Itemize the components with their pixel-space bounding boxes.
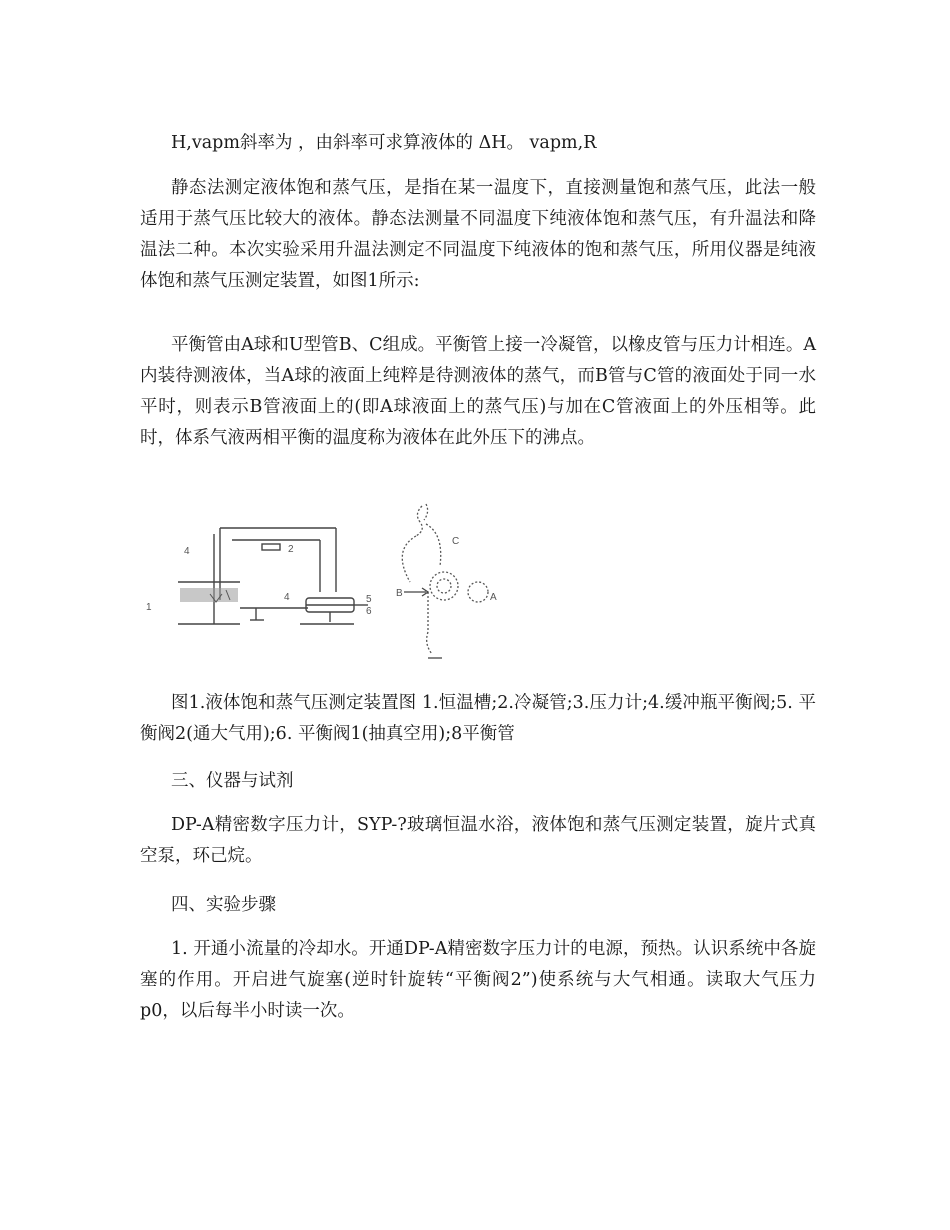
paragraph-formula-note: H,vapm斜率为 ，由斜率可求算液体的 ΔH。 vapm,R	[171, 133, 597, 153]
lower-stem	[427, 592, 432, 654]
label-a: A	[490, 592, 497, 603]
condenser-coil	[416, 506, 422, 536]
figure-caption: 图1.液体饱和蒸气压测定装置图 1.恒温槽;2.冷凝管;3.压力计;4.缓冲瓶平衡阀;5. 平衡阀2(通大气用);6. 平衡阀1(抽真空用);8平衡管	[140, 693, 816, 744]
label-b: B	[396, 588, 403, 599]
bulb-a-inner	[437, 579, 451, 593]
condenser-outer	[424, 504, 428, 520]
bath-liquid	[180, 588, 238, 602]
label-5: 5	[366, 594, 372, 605]
bulb-a-outer	[430, 572, 458, 600]
label-4-lower: 4	[284, 592, 290, 603]
bulb-small	[468, 582, 488, 602]
label-6: 6	[366, 606, 372, 617]
paragraph-static-method: 静态法测定液体饱和蒸气压，是指在某一温度下，直接测量饱和蒸气压，此法一般适用于蒸气压比较大的液体。静态法测量不同温度下纯液体饱和蒸气压，有升温法和降温法二种。本次实验采用升温法测定不同温度下纯液体的饱和蒸气压，所用仪器是纯液体饱和蒸气压测定装置，如图1所示:	[140, 178, 816, 291]
paragraph-equilibrium-tube: 平衡管由A球和U型管B、C组成。平衡管上接一冷凝管，以橡皮管与压力计相连。A内装待测液体，当A球的液面上纯粹是待测液体的蒸气，而B管与C管的液面处于同一水平时，则表示B管液面上的(即A球液面上的蒸气压)与加在C管液面上的外压相等。此时，体系气液两相平衡的温度称为液体在此外压下的沸点。	[140, 335, 816, 448]
label-2: 2	[288, 544, 294, 555]
label-4-upper: 4	[184, 546, 190, 557]
label-c: C	[452, 536, 460, 547]
section-heading-steps: 四、实验步骤	[171, 895, 276, 915]
apparatus-diagram	[140, 500, 510, 672]
section-heading-instruments: 三、仪器与试剂	[171, 771, 294, 791]
paragraph-instruments: DP-A精密数字压力计，SYP-?玻璃恒温水浴，液体饱和蒸气压测定装置，旋片式真空泵，环己烷。	[140, 815, 816, 866]
label-1: 1	[146, 602, 152, 613]
u-tube-left	[402, 536, 416, 582]
pressure-gauge	[262, 544, 280, 550]
paragraph-step-1: 1. 开通小流量的冷却水。开通DP-A精密数字压力计的电源，预热。认识系统中各旋塞的作用。开启进气旋塞(逆时针旋转“平衡阀2”)使系统与大气相通。读取大气压力p0，以后每半小时读一次。	[140, 939, 816, 1021]
equilibrium-tube	[402, 504, 488, 654]
apparatus-figure	[140, 500, 510, 672]
u-tube-right	[426, 524, 441, 566]
